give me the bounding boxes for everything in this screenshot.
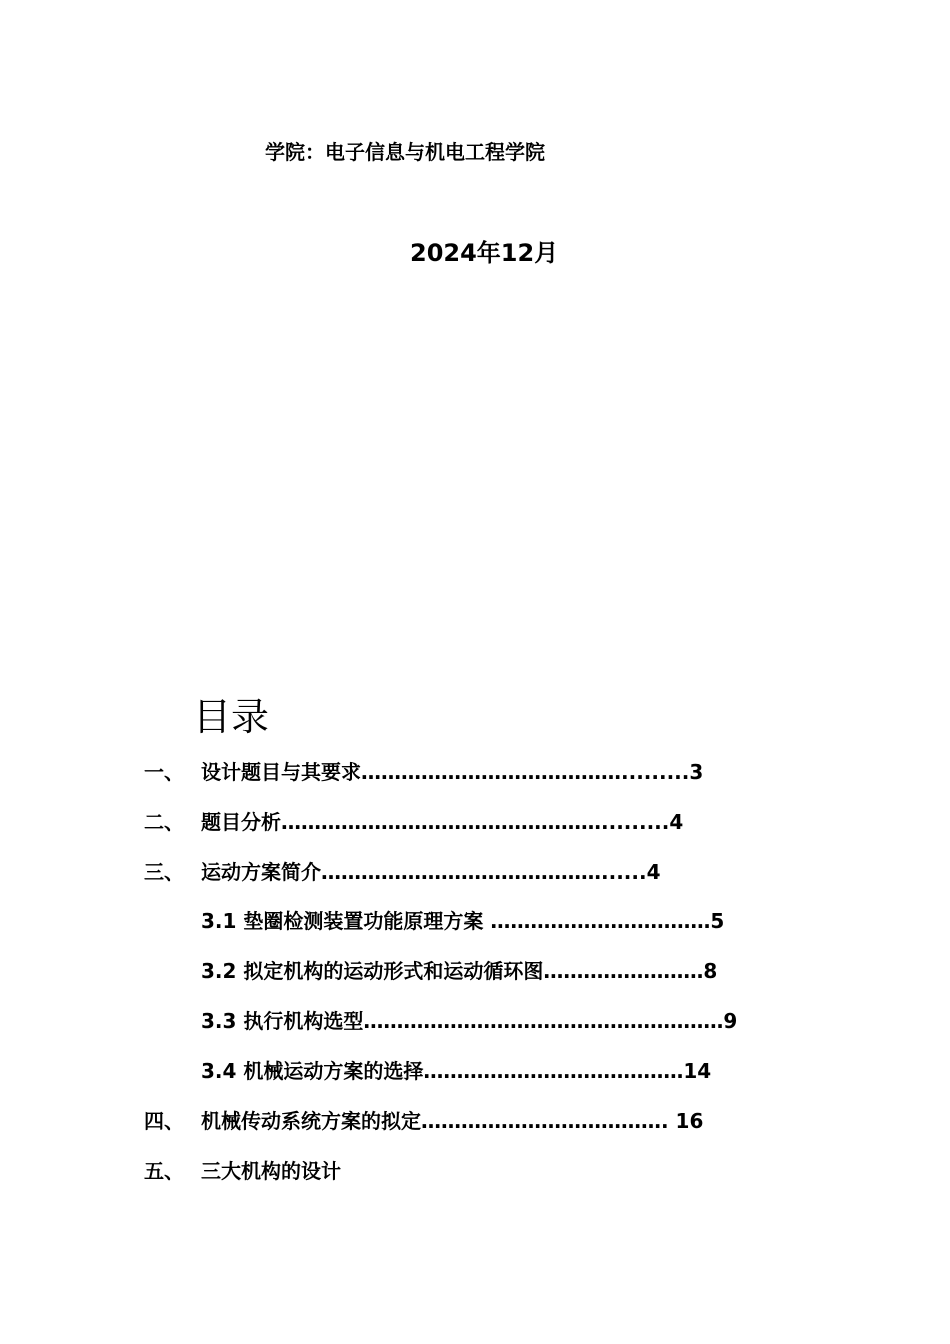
- toc-entry-text: 运动方案简介……………………………………......4: [201, 860, 661, 884]
- toc-entry-text: 设计题目与其要求………………………………….........3: [201, 760, 704, 784]
- toc-entry-text: 3.3 执行机构选型………………………………………………9: [201, 1009, 738, 1033]
- toc-title: 目录: [193, 695, 270, 739]
- toc-entry-text: 3.1 垫圈检测装置功能原理方案 ……………………………5: [201, 909, 725, 933]
- toc-entry-number: 三、: [144, 860, 184, 884]
- toc-entry-number: 二、: [144, 810, 184, 834]
- toc-entry-number: 五、: [144, 1159, 184, 1183]
- toc-entry-text: 题目分析………………………………………….........4: [201, 810, 684, 834]
- college-line: 学院：电子信息与机电工程学院: [265, 140, 545, 164]
- toc-entry-text: 3.4 机械运动方案的选择…………………………………14: [201, 1059, 712, 1083]
- toc-entry-number: 一、: [144, 760, 184, 784]
- toc-entry-text: 机械传动系统方案的拟定………………………………. 16: [201, 1109, 704, 1133]
- date-line: 2024年12月: [410, 239, 559, 267]
- toc-entry-text: 3.2 拟定机构的运动形式和运动循环图……………………8: [201, 959, 718, 983]
- toc-entry-number: 四、: [144, 1109, 184, 1133]
- toc-entry-text: 三大机构的设计: [201, 1159, 341, 1183]
